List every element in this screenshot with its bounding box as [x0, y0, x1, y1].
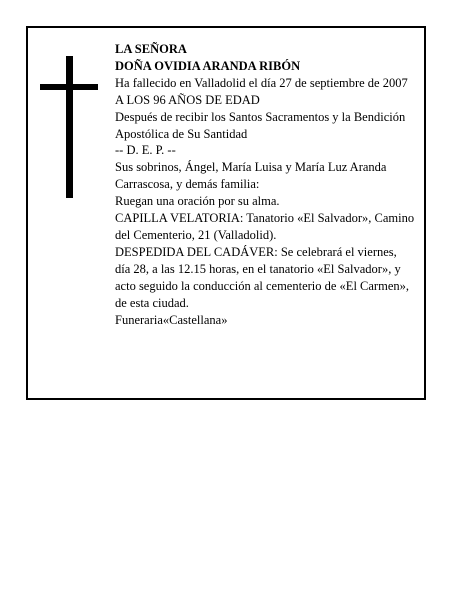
age-statement: A LOS 96 AÑOS DE EDAD [115, 92, 260, 107]
obituary-notice [26, 26, 426, 400]
farewell-information: DESPEDIDA DEL CADÁVER: Se celebrará el viernes, día 28, a las 12.15 horas, en el tanatorio «El Salvador», y acto seguido la conducción al cementerio de «El Carmen», de esta ciudad. [115, 244, 409, 310]
notice-title: LA SEÑORA [115, 42, 187, 56]
cross-horizontal-bar [40, 84, 98, 90]
family-statement: Sus sobrinos, Ángel, María Luisa y María Luz Aranda Carrascosa, y demás familia: [115, 160, 387, 192]
cross-icon [40, 56, 98, 198]
rest-in-peace: -- D. E. P. -- [115, 143, 176, 158]
death-statement: Ha fallecido en Valladolid el día 27 de septiembre de 2007 [115, 75, 408, 90]
prayer-request: Ruegan una oración por su alma. [115, 194, 280, 209]
obituary-text [115, 41, 415, 328]
sacraments-statement: Después de recibir los Santos Sacramentos y la Bendición Apostólica de Su Santidad [115, 109, 406, 141]
funeral-home: Funeraria«Castellana» [115, 312, 228, 327]
cross-vertical-bar [66, 56, 73, 198]
deceased-name: DOÑA OVIDIA ARANDA RIBÓN [115, 58, 301, 73]
chapel-information: CAPILLA VELATORIA: Tanatorio «El Salvador», Camino del Cementerio, 21 (Valladolid). [115, 211, 415, 242]
